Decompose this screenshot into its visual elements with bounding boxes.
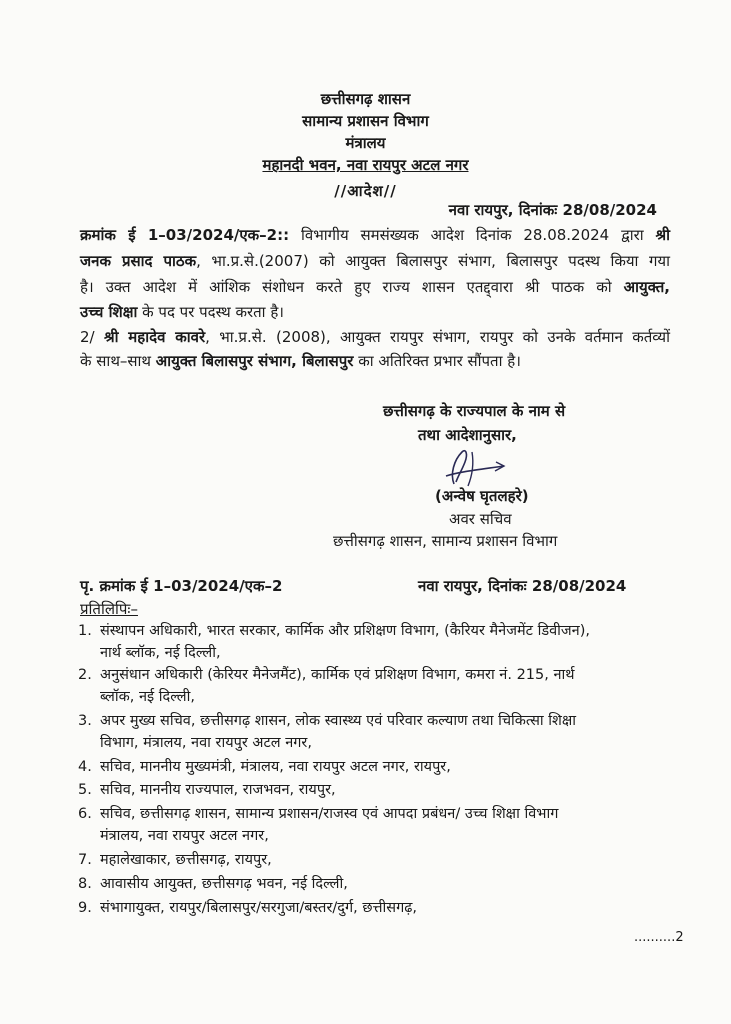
list-number: 7. [78,852,92,868]
header-ministry: मंत्रालय [345,134,386,152]
header-address: महानदी भवन, नवा रायपुर अटल नगर [262,156,469,174]
list-item [78,873,678,895]
signatory-designation: अवर सचिव [449,510,512,528]
para2-line1 [80,326,670,348]
list-number: 3. [78,713,92,729]
para1-text-1: विभागीय समसंख्यक आदेश दिनांक 28.08.2024 द्वारा [300,226,644,244]
list-text: सचिव, माननीय मुख्यमंत्री, मंत्रालय, नवा रायपुर अटल नगर, रायपुर, [100,759,451,775]
copy-heading: प्रतिलिपिः– [80,600,138,618]
endorsement-reference: पृ. क्रमांक ई 1–03/2024/एक–2 [80,577,283,595]
list-text: सचिव, माननीय राज्यपाल, राजभवन, रायपुर, [100,782,336,798]
list-text: अपर मुख्य सचिव, छत्तीसगढ़ शासन, लोक स्वास्थ्य एवं परिवार कल्याण तथा चिकित्सा शिक्षा [100,713,577,729]
list-item [78,803,678,825]
list-item [78,849,678,871]
signatory-department: छत्तीसगढ़ शासन, सामान्य प्रशासन विभाग [333,532,558,550]
header-government: छत्तीसगढ़ शासन [320,90,411,108]
para2-text-1: , भा.प्र.से. (2008), आयुक्त रायपुर संभाग, रायपुर को उनके वर्तमान कर्तव्यों [205,328,670,346]
para1-text-2: , भा.प्र.से.(2007) को आयुक्त बिलासपुर संभाग, बिलासपुर पदस्थ किया गया [196,252,670,270]
para1-text-4: के पद पर पदस्थ करता है। [142,303,284,321]
list-text: महालेखाकार, छत्तीसगढ़, रायपुर, [100,852,272,868]
para1-post-1: आयुक्त, [623,278,670,296]
endorsement-date: नवा रायपुर, दिनांकः 28/08/2024 [418,577,627,595]
list-number: 4. [78,759,92,775]
list-item-continued: विभाग, मंत्रालय, नवा रायपुर अटल नगर, [100,735,312,751]
list-number: 2. [78,667,92,683]
order-title: //आदेश// [334,182,397,200]
list-item-continued: ब्लॉक, नई दिल्ली, [100,689,195,705]
list-number: 6. [78,806,92,822]
para2-post: आयुक्त बिलासपुर संभाग, बिलासपुर [155,352,354,370]
list-item [78,779,678,801]
signatory-name: (अन्वेष घृतलहरे) [435,487,529,505]
list-text: आवासीय आयुक्त, छत्तीसगढ़ भवन, नई दिल्ली, [100,876,348,892]
para1-line4 [80,301,670,323]
para2-line2 [80,350,670,372]
para2-number: 2/ [80,328,95,346]
para1-line1 [80,224,670,246]
list-item [78,664,678,686]
list-text: संभागायुक्त, रायपुर/बिलासपुर/सरगुजा/बस्तर/दुर्ग, छत्तीसगढ़, [100,900,418,916]
para1-post-2: उच्च शिक्षा [80,303,138,321]
officer-name-kaware: श्री महादेव कावरे [103,328,206,346]
list-number: 9. [78,900,92,916]
list-item-continued: मंत्रालय, नवा रायपुर अटल नगर, [100,828,269,844]
para1-line3 [80,276,670,298]
para1-shri: श्री [655,226,670,244]
list-text: सचिव, छत्तीसगढ़ शासन, सामान्य प्रशासन/राजस्व एवं आपदा प्रबंधन/ उच्च शिक्षा विभाग [100,806,559,822]
page-continuation-marker: ..........2 [634,930,684,945]
list-item [78,710,678,732]
list-text: संस्थापन अधिकारी, भारत सरकार, कार्मिक और प्रशिक्षण विभाग, (कैरियर मैनेजमेंट डिवीजन), [100,623,590,639]
list-number: 5. [78,782,92,798]
list-item [78,897,678,919]
authority-line2: तथा आदेशानुसार, [418,426,517,444]
list-item [78,756,678,778]
authority-line1: छत्तीसगढ़ के राज्यपाल के नाम से [383,402,566,420]
list-item-continued: नार्थ ब्लॉक, नई दिल्ली, [100,645,221,661]
list-text: अनुसंधान अधिकारी (केरियर मैनेजमैंट), कार्मिक एवं प्रशिक्षण विभाग, कमरा नं. 215, नार्थ [100,667,575,683]
header-department: सामान्य प्रशासन विभाग [302,112,429,130]
para2-text-2: के साथ–साथ [80,352,152,370]
list-number: 8. [78,876,92,892]
list-number: 1. [78,623,92,639]
para2-text-3: का अतिरिक्त प्रभार सौंपता है। [358,352,521,370]
list-item [78,620,678,642]
signature-image [432,446,518,490]
order-date: नवा रायपुर, दिनांकः 28/08/2024 [448,201,657,219]
para1-text-3: है। उक्त आदेश में आंशिक संशोधन करते हुए राज्य शासन एतद्द्वारा श्री पाठक को [80,278,612,296]
order-reference: क्रमांक ई 1–03/2024/एक–2:: [80,226,290,244]
officer-name-pathak: जनक प्रसाद पाठक [80,252,197,270]
para1-line2 [80,250,670,272]
